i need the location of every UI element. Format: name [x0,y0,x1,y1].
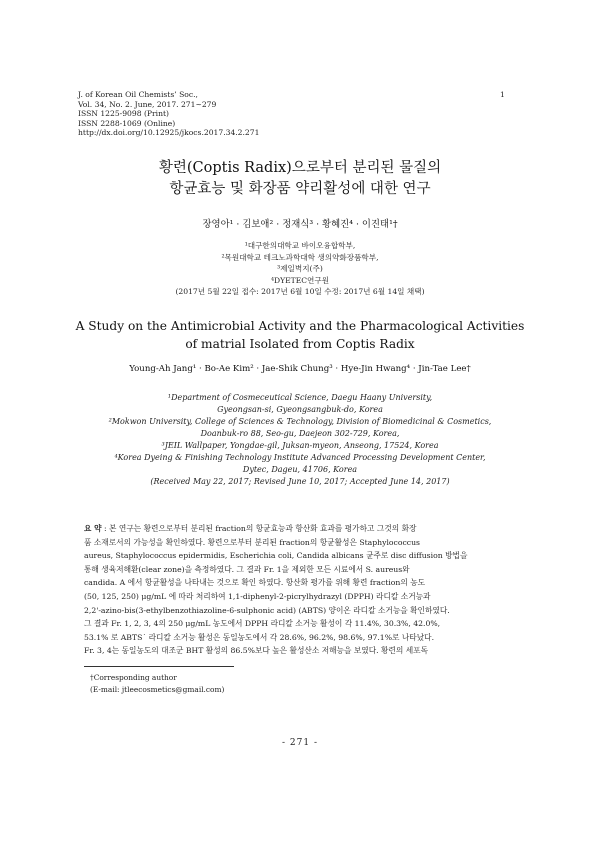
english-affiliation: Doanbuk-ro 88, Seo-gu, Daejeon 302-729, Korea, [200,429,400,438]
korean-affiliation: ²목원대학교 테크노과학대학 생의약화장품학부, [221,252,379,262]
journal-header [78,90,398,138]
english-title [60,318,540,353]
journal-name: J. of Korean Oil Chemists’ Soc., [78,90,198,99]
korean-title-line2: 항균효능 및 화장품 약리활성에 대한 연구 [169,181,431,197]
author-email: (E-mail: jtleecosmetics@gmail.com) [90,685,225,694]
doi-link[interactable]: http://dx.doi.org/10.12925/jkocs.2017.34.2.271 [78,128,260,138]
abstract-line [84,522,517,536]
korean-affiliation: ⁴DYETEC연구원 [270,275,330,285]
abstract-line: 품 소재로서의 가능성을 확인하였다. 황련으로부터 분리된 fraction의 항균활성은 Staphylococcus [84,537,420,547]
page-marker: 1 [500,90,505,99]
korean-title-line1: 황련(Coptis Radix)으로부터 분리된 물질의 [158,160,442,176]
korean-title [60,158,540,200]
footnote-divider [84,666,234,667]
abstract-text: : 본 연구는 황련으로부터 분리된 fraction의 항균효능과 항산화 효과를 평가하고 그것의 화장 [103,524,417,533]
korean-authors: 장영아¹ · 김보애² · 정재식³ · 황혜진⁴ · 이진태¹† [202,219,398,230]
issn-online: ISSN 2288-1069 (Online) [78,118,176,128]
abstract-line: aureus, Staphylococcus epidermidis, Escherichia coli, Candida albicans 균주로 disc diffusion 방법을 [84,551,468,561]
issn-print: ISSN 1225-9098 (Print) [78,109,169,119]
journal-volume: Vol. 34, No. 2. June, 2017. 271~279 [78,99,217,109]
korean-dates: (2017년 5월 22일 접수: 2017년 6월 10일 수정: 2017년 6월 14일 채택) [175,287,425,296]
korean-affiliation: ³제일벽지(주) [277,264,323,273]
english-affiliation: ²Mokwon University, College of Sciences & Technology, Division of Biomedicinal & Cosmetics, [108,417,492,426]
english-affiliations [60,392,540,488]
abstract-line: 53.1% 로 ABTS˙ 라디칼 소거능 활성은 동일농도에서 각 28.6%, 96.2%, 98.6%, 97.1%로 나타났다. [84,632,435,642]
corresponding-author: †Corresponding author [90,673,177,682]
english-affiliation: ³JEIL Wallpaper, Yongdae-gil, Juksan-myeon, Anseong, 17524, Korea [161,441,439,450]
korean-affiliation: ¹대구한의대학교 바이오융합학부, [244,241,356,250]
abstract [84,522,517,658]
english-dates: (Received May 22, 2017; Revised June 10, 2017; Accepted June 14, 2017) [150,477,450,486]
abstract-line: 통해 생육저해환(clear zone)을 측정하였다. 그 결과 Fr. 1을 제외한 모든 시료에서 S. aureus와 [84,564,410,574]
page-number: - 271 - [282,738,318,748]
abstract-line: Fr. 3, 4는 동일농도의 대조군 BHT 활성의 86.5%보다 높은 활성산소 저해능을 보였다. 황련의 세포독 [84,646,429,656]
english-title-line1: A Study on the Antimicrobial Activity and the Pharmacological Activities [75,319,525,333]
korean-affiliations [60,240,540,298]
english-affiliation: Gyeongsan-si, Gyeongsangbuk-do, Korea [217,405,383,414]
abstract-line: candida. A 에서 항균활성을 나타내는 것으로 확인 하였다. 항산화 평가를 위해 황련 fraction의 농도 [84,578,426,588]
english-affiliation: Dytec, Dageu, 41706, Korea [242,465,358,474]
abstract-label: 요 약 [84,524,102,533]
abstract-line: 그 결과 Fr. 1, 2, 3, 4의 250 μg/mL 농도에서 DPPH 라디칼 소거능 활성이 각 11.4%, 30.3%, 42.0%, [84,619,441,629]
english-authors: Young-Ah Jang¹ · Bo-Ae Kim² · Jae-Shik Chung³ · Hye-Jin Hwang⁴ · Jin-Tae Lee† [129,364,471,374]
english-affiliation: ¹Department of Cosmeceutical Science, Daegu Haany University, [167,393,433,402]
abstract-line: 2,2'-azino-bis(3-ethylbenzothiazoline-6-sulphonic acid) (ABTS) 양이온 라디칼 소거능을 확인하였다. [84,605,450,615]
abstract-line: (50, 125, 250) μg/mL 에 따라 처리하여 1,1-diphenyl-2-picrylhydrazyl (DPPH) 라디칼 소거능과 [84,591,431,601]
english-affiliation: ⁴Korea Dyeing & Finishing Technology Institute Advanced Processing Development Center, [114,453,486,462]
footnote [90,672,224,696]
english-title-line2: of matrial Isolated from Coptis Radix [185,336,415,351]
